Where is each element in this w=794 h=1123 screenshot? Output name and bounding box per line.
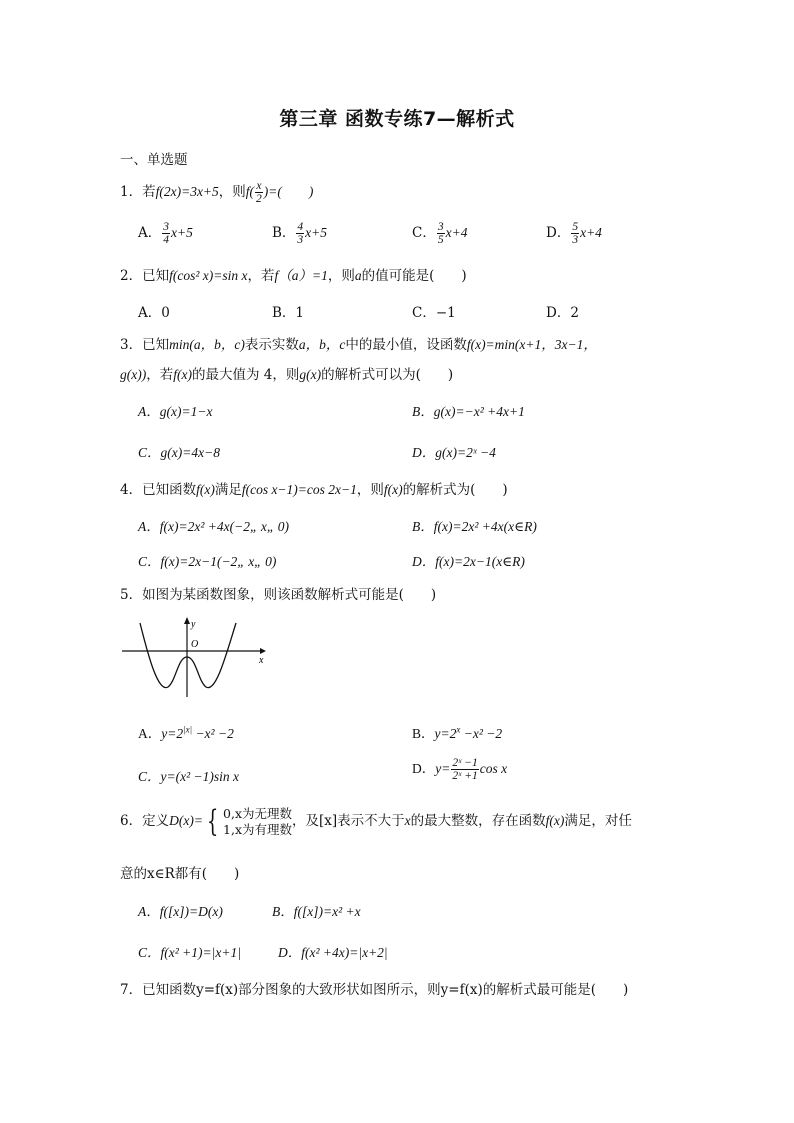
question-2-stem: 2．已知f(cos² x)=sin x，若f（a）=1，则a的值可能是( ): [120, 268, 467, 284]
question-6-stem-line2: 意的x∈R都有( ): [120, 866, 240, 882]
question-3-stem-line2: g(x))，若f(x)的最大值为 4，则g(x)的解析式可以为( ): [120, 367, 454, 383]
q5-option-a[interactable]: A．$y=2^{|x|} -x^2 -2$: [138, 724, 234, 741]
q5-option-b[interactable]: B．$y=2^x -x^2 -2$: [412, 724, 503, 741]
q5-option-c[interactable]: C．y=(x² −1)sin x: [138, 769, 239, 784]
q6-option-b[interactable]: B．f([x])=x² +x: [272, 904, 361, 919]
function-curve: [140, 623, 236, 688]
q1-option-c[interactable]: C． $\frac{3}{5}$ x+4: [412, 221, 468, 247]
q5-option-d[interactable]: D．y= $\frac{\text{2ˣ −1}}{\text{2ˣ +1}}$ cos x: [412, 757, 508, 783]
q3-option-d[interactable]: D．g(x)=2ˣ −4: [412, 445, 496, 460]
question-1-stem: [120, 180, 313, 205]
q3-option-c[interactable]: C．g(x)=4x−8: [138, 445, 220, 460]
q2-option-b[interactable]: B．1: [272, 305, 305, 321]
q1-option-a[interactable]: A． $\frac{3}{4}$ x+5: [138, 221, 193, 247]
q1-number: 1．若: [120, 184, 156, 201]
q2-option-c[interactable]: C．−1: [412, 305, 456, 321]
q6-piecewise: 0,x为无理数 1,x为有理数: [223, 806, 293, 837]
q1-fraction: $\frac{x}{2}$: [256, 180, 262, 206]
question-5-stem: 5．如图为某函数图象，则该函数解析式可能是( ): [120, 587, 437, 603]
question-7-stem: 7．已知函数y=f(x)部分图象的大致形状如图所示，则y=f(x)的解析式最可能是( ): [120, 982, 629, 998]
y-axis-arrow: [184, 617, 190, 624]
q2-option-a[interactable]: A．0: [138, 305, 170, 321]
origin-label: O: [191, 639, 199, 650]
q4-option-c[interactable]: C．f(x)=2x−1(−2„ x„ 0): [138, 554, 277, 569]
section-heading: 一、单选题: [120, 152, 188, 168]
q4-option-a[interactable]: A．f(x)=2x² +4x(−2„ x„ 0): [138, 519, 289, 534]
q6-option-d[interactable]: D．f(x² +4x)=|x+2|: [278, 945, 388, 960]
q6-option-c[interactable]: C．f(x² +1)=|x+1|: [138, 945, 241, 960]
q1-expr2-pre: f(: [245, 184, 255, 200]
x-axis-arrow: [260, 648, 266, 654]
y-axis-label: y: [191, 619, 196, 630]
question-4-stem: 4．已知函数f(x)满足f(cos x−1)=cos 2x−1，则f(x)的解析式为( ): [120, 482, 508, 498]
q2-option-d[interactable]: D．2: [546, 305, 579, 321]
page-title: 第三章 函数专练7—解析式: [279, 108, 515, 130]
q6-option-a[interactable]: A．f([x])=D(x): [138, 904, 223, 919]
q3-option-b[interactable]: B．g(x)=−x² +4x+1: [412, 404, 525, 419]
question-6-stem-line1: 6．定义D(x)= { 0,x为无理数 1,x为有理数 ，及[x]表示不大于x的最大整数，存在函数f(x)满足，对任: [120, 803, 632, 839]
q4-option-b[interactable]: B．f(x)=2x² +4x(x∈R): [412, 519, 537, 534]
q3-option-a[interactable]: A．g(x)=1−x: [138, 404, 213, 419]
q1-expr: f(2x)=3x+5: [155, 184, 219, 200]
q5-function-graph: [120, 615, 270, 700]
x-axis-label: x: [259, 655, 264, 666]
q4-option-d[interactable]: D．f(x)=2x−1(x∈R): [412, 554, 525, 569]
q1-mid: ，则: [218, 184, 246, 201]
q1-option-b[interactable]: B． $\frac{4}{3}$ x+5: [272, 221, 328, 247]
question-3-stem-line1: 3．已知min(a，b，c)表示实数a，b，c中的最小值，设函数f(x)=min(x+1，3x−1，: [120, 337, 597, 353]
q1-expr2-post: )=( ): [263, 184, 314, 200]
q1-option-d[interactable]: D． $\frac{5}{3}$ x+4: [546, 221, 602, 247]
